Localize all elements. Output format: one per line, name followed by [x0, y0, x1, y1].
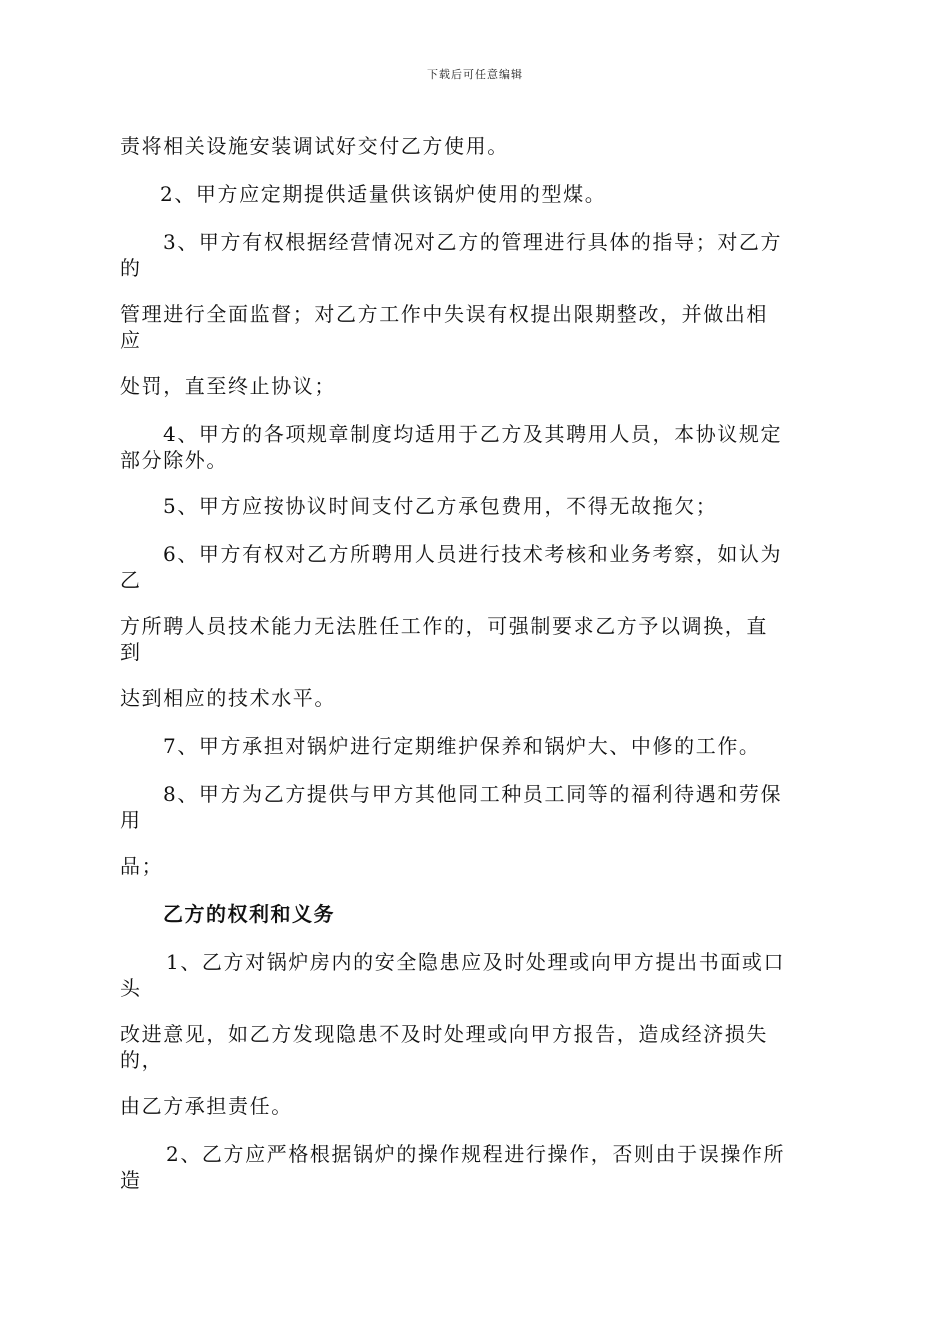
- text-line: 方所聘人员技术能力无法胜任工作的，可强制要求乙方予以调换，直: [120, 614, 768, 638]
- text-line: 乙: [120, 568, 142, 592]
- item-b1: 1、乙方对锅炉房内的安全隐患应及时处理或向甲方提出书面或口: [166, 950, 786, 974]
- text-line: 部分除外。: [120, 448, 228, 472]
- item-a6: 6、甲方有权对乙方所聘用人员进行技术考核和业务考察，如认为: [163, 542, 783, 566]
- text-line: 责将相关设施安装调试好交付乙方使用。: [120, 134, 509, 158]
- text-line: 管理进行全面监督；对乙方工作中失误有权提出限期整改，并做出相: [120, 302, 768, 326]
- text-line: 由乙方承担责任。: [120, 1094, 293, 1118]
- item-a3: 3、甲方有权根据经营情况对乙方的管理进行具体的指导；对乙方: [163, 230, 783, 254]
- item-a7: 7、甲方承担对锅炉进行定期维护保养和锅炉大、中修的工作。: [163, 734, 761, 758]
- text-line: 改进意见，如乙方发现隐患不及时处理或向甲方报告，造成经济损失: [120, 1022, 768, 1046]
- item-a5: 5、甲方应按协议时间支付乙方承包费用，不得无故拖欠；: [163, 494, 718, 518]
- text-line: 的: [120, 256, 142, 280]
- text-line: 达到相应的技术水平。: [120, 686, 336, 710]
- item-a4: 4、甲方的各项规章制度均适用于乙方及其聘用人员，本协议规定: [163, 422, 783, 446]
- page-header: 下载后可任意编辑: [427, 68, 523, 81]
- item-a8: 8、甲方为乙方提供与甲方其他同工种员工同等的福利待遇和劳保: [163, 782, 783, 806]
- text-line: 造: [120, 1168, 142, 1192]
- item-a2: 2、甲方应定期提供适量供该锅炉使用的型煤。: [160, 182, 607, 206]
- section-heading: 乙方的权利和义务: [163, 902, 335, 926]
- text-line: 头: [120, 976, 142, 1000]
- item-b2: 2、乙方应严格根据锅炉的操作规程进行操作，否则由于误操作所: [166, 1142, 786, 1166]
- text-line: 处罚，直至终止协议；: [120, 374, 336, 398]
- text-line: 品；: [120, 854, 164, 878]
- text-line: 应: [120, 328, 142, 352]
- text-line: 用: [120, 808, 142, 832]
- text-line: 的，: [120, 1048, 164, 1072]
- text-line: 到: [120, 640, 142, 664]
